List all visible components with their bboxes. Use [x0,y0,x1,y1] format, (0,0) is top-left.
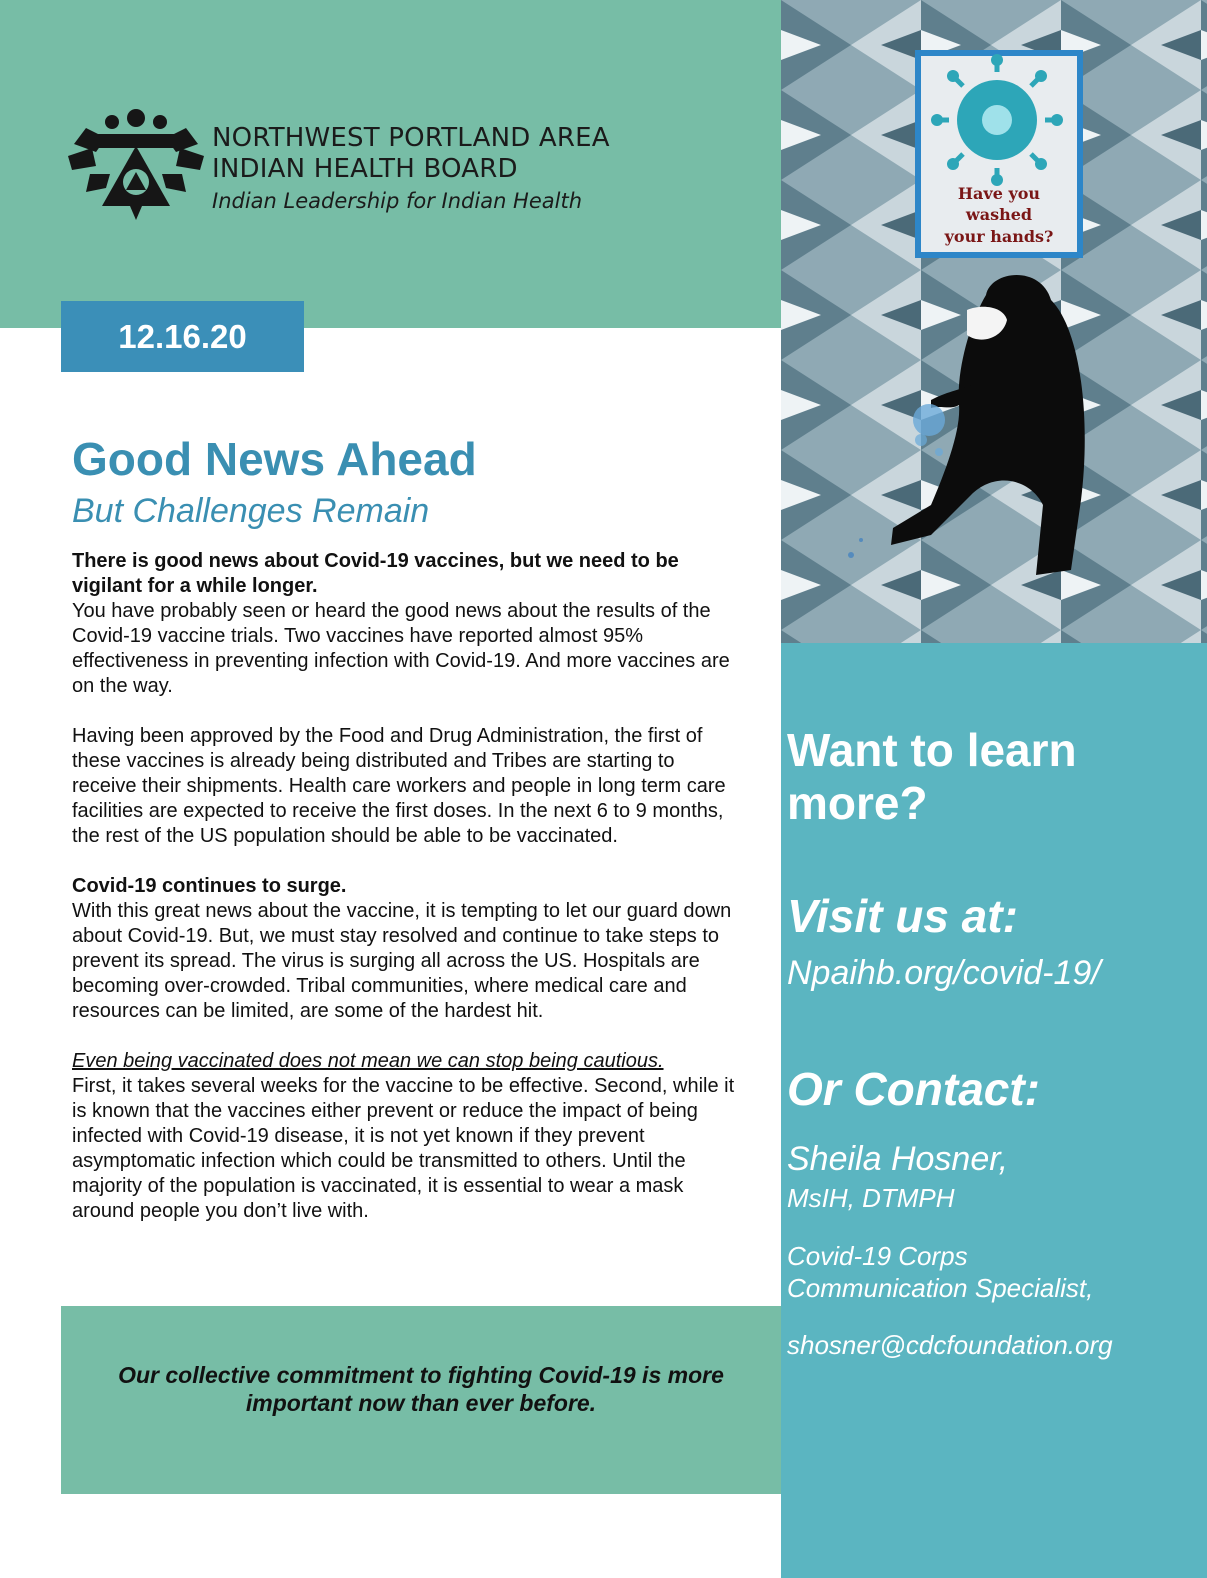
paragraph-3: With this great news about the vaccine, it is tempting to let our guard down about Covid-19. But, we must stay resolved and continue to take steps to prevent its spread. The virus is surging all across the US. Hospitals are becoming over-crowded. Tribal communities, where medical care and resources can be limited, are some of the hardest hit. [72,900,732,1022]
visit-heading: Visit us at: [787,890,1018,942]
page-title: Good News Ahead [72,433,477,485]
paragraph-4: First, it takes several weeks for the vaccine to be effective. Second, while it is known that the vaccines either prevent or reduce the impact of being infected with Covid-19 disease, it is not yet known if they prevent asymptomatic infection which could be transmitted to others. Until the majority of the population is vaccinated, it is essential to wear a mask around people you don’t live with. [72,1075,735,1222]
org-tagline: Indian Leadership for Indian Health [212,189,583,213]
date-badge: 12.16.20 [61,301,304,372]
org-name [212,123,610,217]
tribal-figures-logo-icon [66,108,206,220]
lead-heading: There is good news about Covid-19 vaccines, but we need to be vigilant for a while longer. [72,550,679,597]
learn-more-heading: Want to learn more? [787,724,1077,829]
sidebar [781,0,1207,1578]
article-body [72,549,742,1224]
header-band [0,0,781,328]
org-line-2: INDIAN HEALTH BOARD [212,154,518,184]
footer-callout-band [61,1306,781,1494]
contact-credentials: MsIH, DTMPH [787,1183,955,1213]
org-line-1: NORTHWEST PORTLAND AREA [212,123,610,153]
sign-line-3: your hands? [944,227,1054,246]
section-heading-cautious: Even being vaccinated does not mean we can stop being cautious. [72,1050,664,1072]
paragraph-2: Having been approved by the Food and Drug Administration, the first of these vaccines is already being distributed and Tribes are starting to receive their shipments. Health care workers and people in long term care facilities are expected to receive the first doses. In the next 6 to 9 months, the rest of the US population should be able to be vaccinated. [72,725,726,847]
section-heading-surge: Covid-19 continues to surge. [72,875,347,897]
contact-heading: Or Contact: [787,1063,1040,1115]
contact-email-link[interactable]: shosner@cdcfoundation.org [787,1330,1113,1360]
sign-line-1: Have you [957,184,1041,203]
contact-role: Covid-19 Corps Communication Specialist, [787,1241,1094,1303]
website-link[interactable]: Npaihb.org/covid-19/ [787,954,1101,992]
contact-name: Sheila Hosner, [787,1140,1009,1178]
sign-line-2: washed [965,205,1033,224]
poster-illustration [781,0,1207,643]
footer-callout-text: Our collective commitment to fighting Covid-19 is more important now than ever before. [118,1362,724,1416]
paragraph-1: You have probably seen or heard the good news about the results of the Covid-19 vaccine trials. Two vaccines have reported almost 95% effectiveness in preventing infection with Covid-19. And more vaccines are on the way. [72,600,730,697]
page-subtitle: But Challenges Remain [72,492,430,530]
